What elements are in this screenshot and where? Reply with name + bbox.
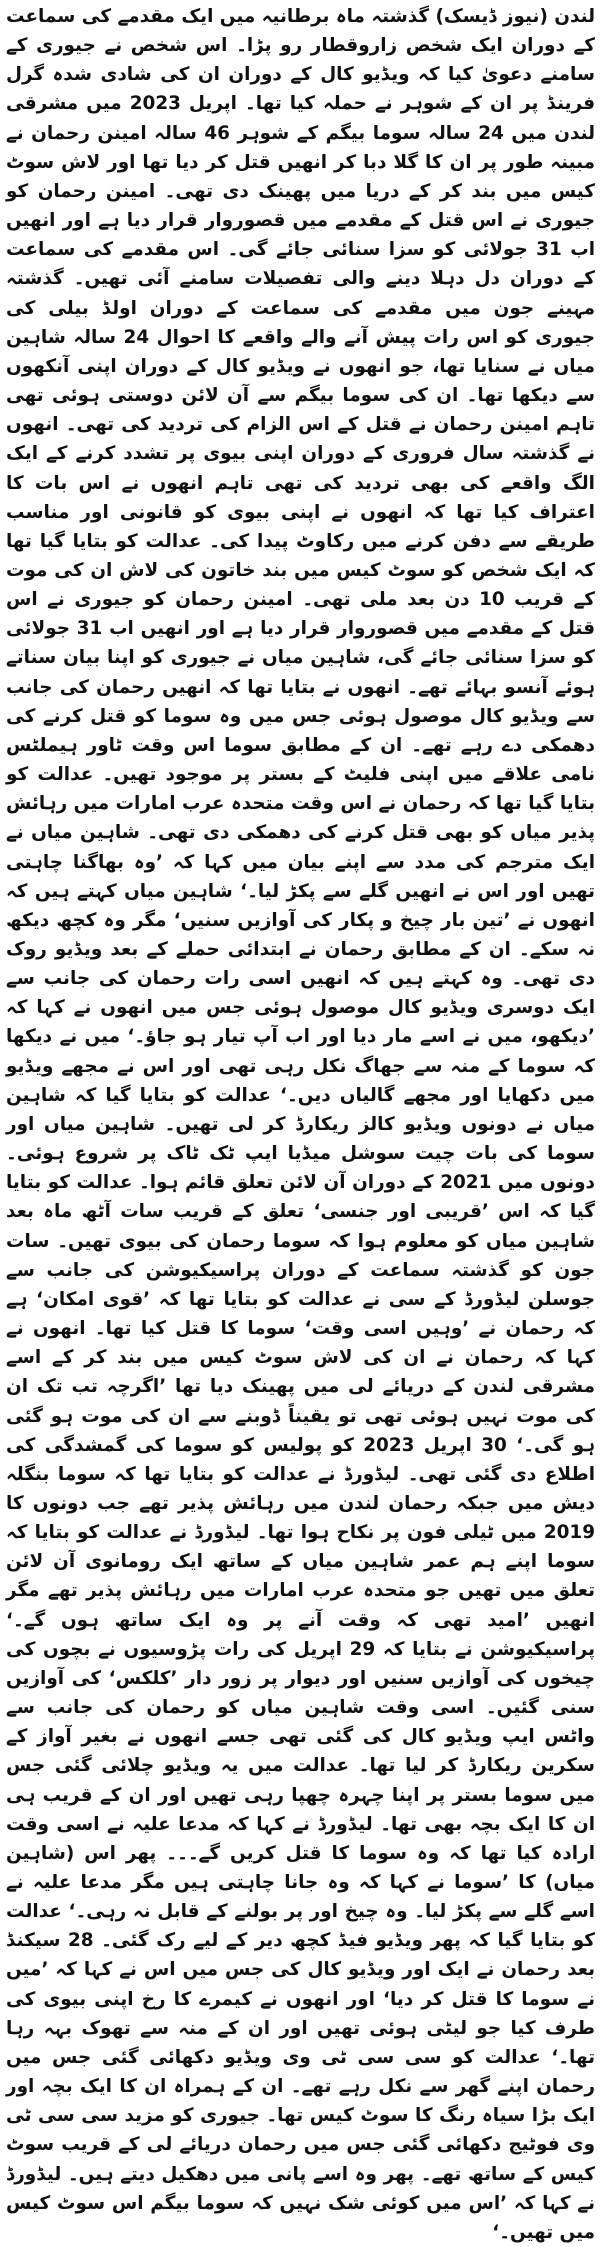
article-body: لندن (نیوز ڈیسک) گذشتہ ماہ برطانیہ میں ایک مقدمے کی سماعت کے دوران ایک شخص زاروقطار رو پڑا۔ اس شخص نے جیوری کے سامنے دعویٰ کیا کہ ویڈیو کال کے دوران ان کی شادی شدہ گرل فرینڈ پر ان کے شوہر نے حملہ کیا تھا۔ اپریل 2023 میں مشرقی لندن میں 24 سالہ سوما بیگم کے شوہر 46 سالہ امینن رحمان نے مبینہ طور پر ان کا گلا دبا کر انھیں قتل کر دیا تھا اور لاش سوٹ کیس میں بند کر کے دریا میں پھینک دی تھی۔ امینن رحمان کو جیوری نے اس قتل کے مقدمے میں قصوروار قرار دیا ہے اور انھیں اب 31 جولائی کو سزا سنائی جائے گی۔ اس مقدمے کی سماعت کے دوران دل دہلا دینے والی تفصیلات سامنے آئی تھیں۔ گذشتہ مہینے جون میں مقدمے کی سماعت کے دوران اولڈ بیلی کی جیوری کو اس رات پیش آنے والے واقعے کا احوال 24 سالہ شاہین میاں نے سنایا تھا، جو انھوں نے ویڈیو کال کے دوران اپنی آنکھوں سے دیکھا تھا۔ ان کی سوما بیگم سے آن لائن دوستی ہوئی تھی تاہم امینن رحمان نے قتل کے اس الزام کی تردید کی تھی۔ انھوں نے گذشتہ سال فروری کے دوران اپنی بیوی پر تشدد کرنے کے ایک الگ واقعے کی بھی تردید کی تھی تاہم انھوں نے اس بات کا اعتراف کیا تھا کہ انھوں نے اپنی بیوی کو قانونی اور مناسب طریقے سے دفن کرنے میں رکاوٹ پیدا کی۔ عدالت کو بتایا گیا تھا کہ ایک شخص کو سوٹ کیس میں بند خاتون کی لاش ان کی موت کے قریب 10 دن بعد ملی تھی۔ امینن رحمان کو جیوری نے اس قتل کے مقدمے میں قصوروار قرار دیا ہے اور انھیں اب 31 جولائی کو سزا سنائی جائے گی، شاہین میاں نے جیوری کو اپنا بیان سناتے ہوئے آنسو بہائے تھے۔ انھوں نے بتایا تھا کہ انھیں رحمان کی جانب سے ویڈیو کال موصول ہوئی جس میں وہ سوما کو قتل کرنے کی دھمکی دے رہے تھے۔ ان کے مطابق سوما اس وقت ٹاور ہیملٹس نامی علاقے میں اپنی فلیٹ کے بستر پر موجود تھیں۔ عدالت کو بتایا گیا تھا کہ رحمان نے اس وقت متحدہ عرب امارات میں رہائش پذیر میاں کو بھی قتل کرنے کی دھمکی دی تھی۔ شاہین میاں نے ایک مترجم کی مدد سے اپنے بیان میں کہا کہ ’وہ بھاگنا چاہتی تھیں اور اس نے انھیں گلے سے پکڑ لیا۔‘ شاہین میاں کہتے ہیں کہ انھوں نے ’تین بار چیخ و پکار کی آوازیں سنیں‘ مگر وہ کچھ دیکھ نہ سکے۔ ان کے مطابق رحمان نے ابتدائی حملے کے بعد ویڈیو روک دی تھی۔ وہ کہتے ہیں کہ انھیں اسی رات رحمان کی جانب سے ایک دوسری ویڈیو کال موصول ہوئی جس میں انھوں نے کہا کہ ’دیکھو، میں نے اسے مار دیا اور اب آپ تیار ہو جاؤ۔‘ میں نے دیکھا کہ سوما کے منہ سے جھاگ نکل رہی تھی اور اس نے مجھے ویڈیو میں دکھایا اور مجھے گالیاں دیں۔‘ عدالت کو بتایا گیا کہ شاہین میاں نے دونوں ویڈیو کالز ریکارڈ کر لی تھیں۔ شاہین میاں اور سوما کی بات چیت سوشل میڈیا ایپ ٹک ٹاک پر شروع ہوئی۔ دونوں میں 2021 کے دوران آن لائن تعلق قائم ہوا۔ عدالت کو بتایا گیا کہ اس ’قریبی اور جنسی‘ تعلق کے قریب سات آٹھ ماہ بعد شاہین میاں کو معلوم ہوا کہ سوما رحمان کی بیوی تھیں۔ سات جون کو گذشتہ سماعت کے دوران پراسیکیوشن کی جانب سے جوسلن لیڈورڈ کے سی نے عدالت کو بتایا تھا کہ ’قوی امکان‘ ہے کہ رحمان نے ’وہیں اسی وقت‘ سوما کا قتل کیا تھا۔ انھوں نے کہا کہ رحمان نے ان کی لاش سوٹ کیس میں بند کر کے اسے مشرقی لندن کے دریائے لی میں پھینک دیا تھا ’اگرچہ تب تک ان کی موت نہیں ہوئی تھی تو یقیناً ڈوبنے سے ان کی موت ہو گئی ہو گی۔‘ 30 اپریل 2023 کو پولیس کو سوما کی گمشدگی کی اطلاع دی گئی تھی۔ لیڈورڈ نے عدالت کو بتایا تھا کہ سوما بنگلہ دیش میں جبکہ رحمان لندن میں رہائش پذیر تھے جب دونوں کا 2019 میں ٹیلی فون پر نکاح ہوا تھا۔ لیڈورڈ نے عدالت کو بتایا کہ سوما اپنے ہم عمر شاہین میاں کے ساتھ ایک رومانوی آن لائن تعلق میں تھیں جو متحدہ عرب امارات میں رہائش پذیر تھے مگر انھیں ’امید تھی کہ وقت آنے پر وہ ایک ساتھ ہوں گے۔‘ پراسیکیوشن نے بتایا کہ 29 اپریل کی رات پڑوسیوں نے بچوں کی چیخوں کی آوازیں سنیں اور دیوار پر زور دار ’کلکس‘ کی آوازیں سنی گئیں۔ اسی وقت شاہین میاں کو رحمان کی جانب سے واٹس ایپ ویڈیو کال کی گئی تھی جسے انھوں نے بغیر آواز کے سکرین ریکارڈ کر لیا تھا۔ عدالت میں یہ ویڈیو چلائی گئی جس میں سوما بستر پر اپنا چہرہ چھپا رہی تھیں اور ان کے قریب ہی ان کا ایک بچہ بھی تھا۔ لیڈورڈ نے کہا کہ مدعا علیہ نے اسی وقت ارادہ کیا تھا کہ وہ سوما کا قتل کریں گے۔۔۔ پھر اس (شاہین میاں) کا ’سوما نے کہا کہ وہ جانا چاہتی ہیں مگر مدعا علیہ نے اسے گلے سے پکڑ لیا۔ وہ چیخ اور پر بولنے کے قابل نہ رہی۔‘ عدالت کو بتایا گیا کہ پھر ویڈیو فیڈ کچھ دیر کے لیے رک گئی۔ 28 سیکنڈ بعد رحمان نے ایک اور ویڈیو کال کی جس میں اس نے کہا کہ ’میں نے سوما کا قتل کر دیا‘ اور انھوں نے کیمرے کا رخ اپنی بیوی کی طرف کیا جو لیٹی ہوئی تھیں اور ان کے منہ سے تھوک بہہ رہا تھا۔‘ عدالت کو سی سی ٹی وی ویڈیو دکھائی گئی جس میں رحمان اپنے گھر سے نکل رہے تھے۔ ان کے ہمراہ ان کا ایک بچہ اور ایک بڑا سیاہ رنگ کا سوٹ کیس تھا۔ جیوری کو مزید سی سی ٹی وی فوٹیج دکھائی گئی جس میں رحمان دریائے لی کے قریب سوٹ کیس کے ساتھ تھے۔ پھر وہ اسے پانی میں دھکیل دیتے ہیں۔ لیڈورڈ نے کہا کہ ’اس میں کوئی شک نہیں کہ سوما بیگم اس سوٹ کیس میں تھیں۔‘	[6, 6, 596, 2243]
